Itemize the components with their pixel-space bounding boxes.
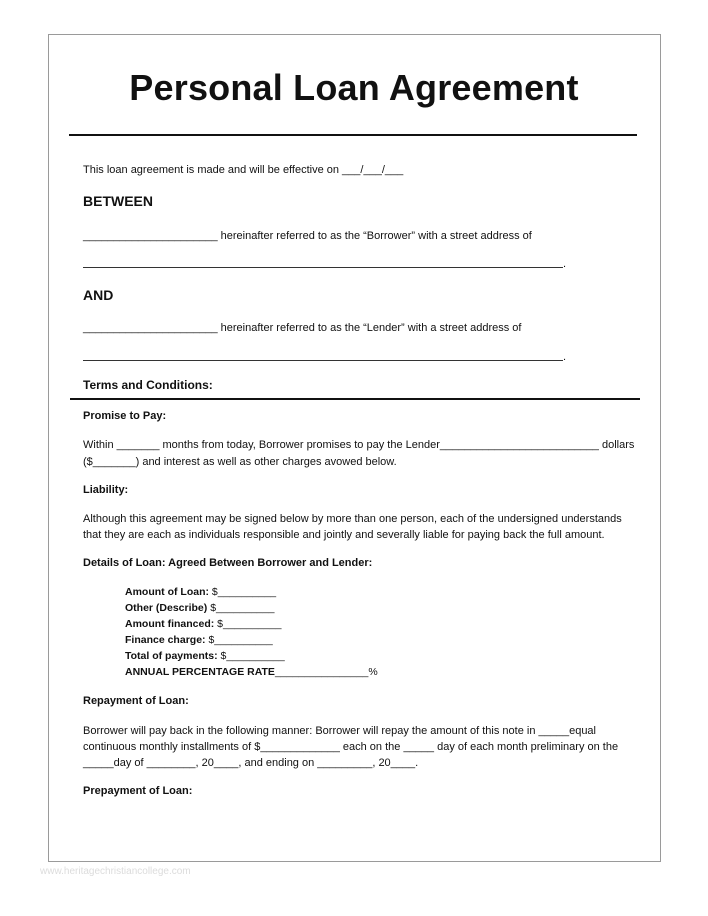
watermark-text: www.heritagechristiancollege.com (40, 866, 191, 877)
detail-label: Finance charge: (125, 634, 206, 646)
repayment-heading: Repayment of Loan: (83, 695, 189, 707)
detail-blank: $__________ (208, 586, 277, 598)
liability-line-1: Although this agreement may be signed below by more than one person, each of the undersigned understands (83, 513, 622, 525)
lender-address-period: . (563, 351, 567, 363)
detail-label: Other (Describe) (125, 602, 208, 614)
lender-address-blank (83, 360, 563, 361)
borrower-line: ______________________ hereinafter referred to as the “Borrower” with a street address of (83, 230, 532, 242)
detail-label: Total of payments: (125, 650, 218, 662)
promise-heading: Promise to Pay: (83, 410, 167, 422)
prepayment-heading: Prepayment of Loan: (83, 785, 193, 797)
detail-blank: $__________ (207, 602, 275, 614)
detail-total-of-payments (125, 650, 285, 663)
detail-blank: $__________ (217, 650, 285, 662)
liability-line-2: that they are each as individuals responsible and jointly and severally liable for paying back the full amount. (83, 529, 605, 541)
repayment-line-1: Borrower will pay back in the following manner: Borrower will repay the amount of this note in _____equal (83, 725, 596, 737)
title-divider (69, 134, 637, 136)
and-label: AND (83, 287, 114, 303)
detail-blank: $__________ (205, 634, 273, 646)
terms-heading: Terms and Conditions: (83, 378, 213, 392)
detail-label: ANNUAL PERCENTAGE RATE (125, 666, 275, 678)
effective-date-line: This loan agreement is made and will be effective on ___/___/___ (83, 164, 404, 176)
detail-label: Amount of Loan: (125, 586, 209, 598)
detail-amount-financed (125, 618, 281, 631)
details-heading: Details of Loan: Agreed Between Borrower and Lender: (83, 557, 373, 569)
detail-annual-percentage-rate (125, 666, 378, 679)
detail-label: Amount financed: (125, 618, 215, 630)
repayment-line-3: _____day of ________, 20____, and ending on _________, 20____. (83, 757, 419, 769)
detail-blank: $__________ (214, 618, 282, 630)
promise-line-1: Within _______ months from today, Borrower promises to pay the Lender__________________________ dollars (83, 439, 635, 451)
terms-divider (70, 398, 640, 400)
lender-line: ______________________ hereinafter referred to as the “Lender” with a street address of (83, 322, 522, 334)
between-label: BETWEEN (83, 193, 153, 209)
detail-amount-of-loan (125, 586, 276, 599)
borrower-address-period: . (563, 258, 567, 270)
promise-line-2: ($_______) and interest as well as other charges avowed below. (83, 456, 397, 468)
document-title: Personal Loan Agreement (129, 67, 579, 108)
detail-other (125, 602, 274, 615)
detail-finance-charge (125, 634, 273, 647)
detail-blank: ________________% (274, 666, 378, 678)
repayment-line-2: continuous monthly installments of $_____________ each on the _____ day of each month preliminary on the (83, 741, 619, 753)
liability-heading: Liability: (83, 484, 129, 496)
borrower-address-blank (83, 267, 563, 268)
